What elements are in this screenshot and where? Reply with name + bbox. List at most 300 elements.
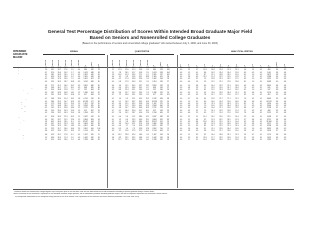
table-cell: 22.3 [64,117,68,119]
table-cell: 0.9 [77,88,81,90]
table-cell: 0.6 [187,112,191,114]
table-cell: 21.5 [235,103,239,105]
major-name: 0507 Other [13,130,22,132]
table-cell: 0.0 [179,112,183,114]
table-cell: 9,864 [152,119,157,121]
table-cell: 10.3 [70,101,74,103]
column-header-quantitative-5: 700-800 [147,60,149,66]
table-cell: 10.4 [235,121,239,123]
table-cell: 6.9 [243,94,247,96]
table-cell: 9.4 [146,81,149,83]
table-cell: 3.3 [195,94,199,96]
table-cell: 472 [90,130,94,132]
table-cell: 18.3 [211,121,215,123]
table-cell: 0.8 [283,101,287,103]
table-cell: 33.2 [57,112,61,114]
table-cell: 22.4 [227,139,231,141]
table-cell: 0.1 [259,126,263,128]
table-cell: 1.0 [251,74,255,76]
table-cell: 26.4 [227,106,231,108]
column-headers [42,55,294,66]
table-cell: 35.4 [57,72,61,74]
table-cell: 14.2 [50,108,55,110]
table-cell: 7.2 [243,106,247,108]
table-cell: 2.1 [195,92,199,94]
table-cell: 1,102 [83,103,88,105]
table-cell: 3.8 [195,85,199,87]
table-cell: 0.7 [187,99,191,101]
table-cell: 5.1 [243,137,247,139]
table-cell: 448 [90,72,94,74]
table-cell: 308 [267,68,271,69]
table-cell: 35.1 [145,121,150,123]
table-cell: 35.2 [132,92,136,94]
table-cell: 6,663 [266,99,272,101]
table-cell: 412 [267,94,271,96]
table-cell: 22.6 [125,70,129,72]
table-cell: 0.4 [44,68,48,69]
table-cell: 13.6 [211,106,215,108]
table-cell: 2.0 [77,126,81,128]
table-cell: 509 [90,112,94,114]
table-cell: 34.9 [57,74,61,76]
table-cell: 1,298 [83,139,88,141]
table-cell: 0.1 [259,137,263,139]
table-cell: 0.0 [179,79,183,81]
table-cell: 1,270 [266,92,272,94]
table-cell: 0.8 [283,68,287,69]
table-cell: 60,519 [266,101,272,103]
table-cell: 14.7 [211,126,215,128]
table-cell: 3.6 [275,137,279,139]
table-cell: 81 [97,74,100,76]
table-cell: 0.0 [179,117,183,119]
table-cell: 0.9 [77,85,81,87]
table-cell: 3,852 [152,85,157,87]
table-cell: 94 [167,92,170,94]
table-cell: 0.7 [251,135,255,137]
table-cell: 61,233 [83,101,89,103]
table-cell: 516 [90,99,94,101]
table-cell: 3.9 [275,106,279,108]
table-cell: 30.2 [138,88,143,90]
column-header-quantitative-3: 500-590 [133,60,135,66]
table-cell: 38.1 [50,74,55,76]
table-cell: 523 [159,70,163,72]
table-cell: 24.1 [227,135,231,137]
table-cell: 412 [153,110,156,112]
table-cell: 12.8 [211,99,215,101]
table-cell: 0.8 [283,72,287,74]
table-cell: 3,853 [266,128,272,130]
table-cell: 1.6 [111,135,115,137]
table-cell: 0.1 [259,108,263,110]
table-cell: 5.6 [243,70,247,72]
table-cell: 1.7 [125,126,128,128]
table-cell: 23.5 [132,119,136,121]
table-cell: 464 [90,90,94,92]
table-cell: 102 [166,74,170,76]
table-cell: 22.4 [138,139,143,141]
table-cell: 0.1 [259,124,263,126]
table-cell: 35.1 [132,90,136,92]
table-cell: 6.4 [118,88,122,90]
table-cell: 5.2 [71,77,74,78]
table-cell: 95 [167,85,170,87]
table-cell: 24.6 [64,79,68,81]
table-cell: 0.7 [111,110,115,112]
table-cell: 18.6 [64,77,68,78]
table-row [13,137,294,142]
table-cell: 0.4 [77,70,81,72]
table-row [13,82,294,84]
column-header-verbal-8: SD [98,63,100,66]
column-header-quantitative-7: Mean [161,62,163,66]
table-cell: 0.1 [259,70,263,72]
table-cell: 7.2 [71,79,74,81]
table-cell: 0.3 [111,124,115,126]
table-cell: 7.8 [203,94,207,96]
table-cell: 13.9 [235,139,239,141]
table-cell: 0.9 [251,137,255,139]
table-cell: 1,187 [152,135,157,137]
table-cell: 13.1 [70,124,74,126]
table-cell: 1.6 [187,128,191,130]
table-cell: 2,211 [83,108,88,110]
table-cell: 90 [97,103,100,105]
table-cell: 1.5 [77,119,81,121]
table-cell: 21.3 [125,74,129,76]
table-cell: 9.4 [146,94,149,96]
table-cell: 29.3 [64,124,68,126]
table-cell: 692 [159,126,163,128]
table-cell: 31.3 [132,70,136,72]
table-cell: 23.6 [219,139,223,141]
table-cell: 4.0 [275,103,279,105]
table-cell: 0.8 [283,74,287,76]
table-cell: 27.1 [138,74,143,76]
table-cell: 3.9 [275,94,279,96]
table-cell: 27.0 [227,112,231,114]
table-cell: 31.7 [138,110,143,112]
table-cell: 96 [167,90,170,92]
table-cell: 16.2 [235,90,239,92]
table-cell: 2,087 [152,117,157,119]
table-cell: 0.5 [44,79,48,81]
table-cell: 32.4 [132,135,136,137]
table-cell: 99 [167,139,170,141]
table-cell: 97 [167,81,170,83]
table-cell: 15.6 [211,130,215,132]
table-cell: 20.5 [64,74,68,76]
table-cell: 22.6 [219,88,223,90]
table-cell: 14.0 [125,124,129,126]
table-cell: 32.6 [138,79,143,81]
table-cell: 25.1 [227,85,231,87]
table-cell: 28.4 [50,101,55,103]
table-cell: 41.6 [138,112,143,114]
table-cell: 35.1 [57,135,61,137]
table-cell: 0.5 [44,128,48,130]
table-cell: 1.2 [251,77,255,78]
table-cell: 16.4 [211,135,215,137]
table-cell: 1,891 [152,74,157,76]
table-cell: 0.9 [283,130,287,132]
table-cell: 2.4 [118,112,122,114]
table-cell: 1,619 [266,137,272,139]
table-cell: 2.3 [187,70,191,72]
table-cell: 11.4 [125,130,129,132]
table-cell: 0.1 [259,92,263,94]
table-cell: 89 [167,119,170,121]
table-cell: 22.8 [219,68,223,69]
table-cell: 22.1 [219,81,223,83]
table-cell: 651 [159,121,163,123]
table-cell: 10.4 [203,139,207,141]
table-cell: 92 [97,112,100,114]
column-header-analytical-11: N [269,64,270,66]
table-cell: 93 [167,106,170,108]
column-header-verbal-7: Mean [92,62,94,66]
table-cell: 3.5 [71,70,74,72]
table-cell: 19.5 [125,88,129,90]
table-cell: 30.8 [64,92,68,94]
table-cell: 8.7 [203,74,207,76]
table-cell: 541 [159,137,163,139]
table-cell: 26.1 [64,126,68,128]
table-cell: 0.1 [259,103,263,105]
table-cell: 487 [90,110,94,112]
table-cell: 3,114 [83,81,88,83]
table-cell: 15.3 [70,103,74,105]
table-cell: 1.5 [187,72,191,74]
table-cell: 0.7 [44,90,48,92]
table-cell: 0.5 [111,103,115,105]
table-cell: 1.3 [187,85,191,87]
table-cell: 6.3 [243,72,247,74]
table-cell: 3.9 [275,99,279,101]
table-cell: 0.1 [259,119,263,121]
table-cell: 1.3 [187,126,191,128]
table-cell: 0.7 [283,108,287,110]
table-cell: 7.6 [243,99,247,101]
table-cell: 3.2 [195,79,199,81]
table-cell: 555 [159,94,163,96]
table-cell: 11.6 [70,110,74,112]
table-cell: 16.2 [70,99,74,101]
table-cell: 1,023 [152,72,157,74]
table-cell: 10.1 [145,110,150,112]
table-cell: 37.8 [57,79,61,81]
table-cell: 0.2 [77,135,81,137]
table-cell: 0.0 [179,92,183,94]
table-cell: 6.8 [203,124,207,126]
table-cell: 2.5 [195,112,199,114]
table-cell: 8.1 [243,81,247,83]
table-cell: 14.3 [235,135,239,137]
table-cell: 311 [153,68,156,69]
table-cell: 1.4 [111,139,115,141]
table-cell: 11.0 [145,103,150,105]
table-cell: 496 [90,126,94,128]
table-cell: 27.1 [227,99,231,101]
table-cell: 29.4 [132,106,136,108]
table-cell: 7.0 [203,106,207,108]
table-cell: 0.1 [111,99,115,101]
table-cell: 1,496 [266,130,272,132]
table-cell: 0.8 [283,90,287,92]
table-cell: 95 [167,101,170,103]
table-cell: 83 [97,72,100,74]
table-cell: 22.7 [219,130,223,132]
footnote-1: * Limited to those who earned their college degrees up to two years prior to the test date. Note that the data below will include examinees intending to pursue graduate study in various fields. [13,190,155,193]
table-cell: 8.6 [203,72,207,74]
table-cell: 11.7 [211,68,215,69]
table-cell: 648 [153,88,156,90]
table-cell: 82 [97,139,100,141]
table-cell: 32.9 [57,126,61,128]
table-cell: 3.8 [275,85,279,87]
table-cell: 34.3 [132,81,136,83]
table-cell: 10.1 [70,88,74,90]
table-cell: 12.0 [70,119,74,121]
table-cell: 28.7 [132,112,136,114]
table-cell: 0.1 [77,68,81,69]
table-cell: 0.8 [283,85,287,87]
table-cell: 30.5 [132,85,136,87]
table-cell: 27.1 [64,88,68,90]
table-cell: 25.1 [227,126,231,128]
table-cell: 26.1 [50,94,55,96]
table-cell: 0.0 [179,110,183,112]
table-cell: 5.8 [118,81,122,83]
table-cell: 1.0 [187,101,191,103]
table-cell: 4,651 [152,126,157,128]
table-cell: 6.3 [195,77,199,78]
table-cell: 634 [159,99,163,101]
table-cell: 97 [167,88,170,90]
table-cell: 2.0 [195,103,199,105]
table-cell: 552 [84,90,87,92]
table-cell: 477 [90,101,94,103]
table-cell: 4,598 [266,126,272,128]
table-cell: 0.0 [179,101,183,103]
table-cell: 495 [90,106,94,108]
table-cell: 0.2 [259,110,263,112]
table-cell: 3,372 [266,124,272,126]
table-cell: 558 [159,72,163,74]
table-cell: 3.8 [275,126,279,128]
table-cell: 17.7 [211,137,215,139]
table-cell: 1,642 [83,137,88,139]
table-cell: 1.1 [187,90,191,92]
group-header-quantitative: QUANTITATIVE [134,51,150,53]
table-cell: 15.1 [125,103,129,105]
table-cell: 0.7 [251,108,255,110]
table-cell: 611 [159,77,163,78]
table-cell: 3.6 [118,85,122,87]
table-cell: 0.2 [111,112,115,114]
table-cell: 33.8 [57,103,61,105]
table-cell: 0.5 [187,92,191,94]
table-cell: 16.8 [235,85,239,87]
table-cell: 4.0 [275,92,279,94]
table-cell: 7.8 [118,72,122,74]
table-cell: 5.2 [243,139,247,141]
table-cell: 0.0 [179,106,183,108]
table-cell: 0.9 [251,99,255,101]
table-cell: 4.6 [203,108,207,110]
table-cell: 93 [167,124,170,126]
table-cell: 21.8 [219,92,223,94]
group-header-verbal: VERBAL [69,51,79,53]
table-cell: 33.4 [132,74,136,76]
table-cell: 5.1 [195,117,199,119]
table-cell: 15.1 [211,128,215,130]
table-cell: 584 [159,124,163,126]
table-cell: 1.2 [77,110,81,112]
table-cell: 0.8 [44,130,48,132]
table-cell: 31.7 [57,128,61,130]
table-cell: 21.3 [227,70,231,72]
table-cell: 23.4 [219,72,223,74]
table-cell: 32.4 [57,137,61,139]
table-cell: 0.9 [77,81,81,83]
table-cell: 3,114 [152,81,157,83]
table-cell: 0.1 [259,99,263,101]
table-cell: 12.6 [145,124,150,126]
table-cell: 33.0 [132,110,136,112]
table-cell: 0.7 [44,72,48,74]
table-cell: 1.0 [251,94,255,96]
major-name: 0103 Agricultural Sci [13,72,28,74]
table-cell: 3.9 [275,88,279,90]
table-cell: 3,584 [152,106,157,108]
table-cell: 5.1 [118,101,122,103]
table-cell: 23.3 [219,90,223,92]
table-cell: 0.3 [77,74,81,76]
table-cell: 33.1 [132,94,136,96]
table-cell: 0.1 [259,74,263,76]
table-cell: 0.9 [251,117,255,119]
table-cell: 20.5 [227,77,231,78]
table-cell: 98 [167,137,170,139]
table-cell: 16.2 [211,117,215,119]
table-cell: 17.6 [64,70,68,72]
table-cell: 4.1 [275,108,279,110]
table-cell: 23.2 [219,119,223,121]
table-cell: 15.3 [235,119,239,121]
table-cell: 11.3 [211,103,215,105]
table-cell: 5.1 [195,139,199,141]
table-cell: 648 [84,88,87,90]
table-cell: 33.5 [50,68,55,69]
table-cell: 1.0 [283,121,287,123]
table-cell: 3.7 [275,130,279,132]
table-cell: 25.6 [227,94,231,96]
table-cell: 3.8 [275,119,279,121]
table-cell: 0.6 [118,117,122,119]
table-cell: 525 [90,108,94,110]
table-cell: 0.8 [44,135,48,137]
table-cell: 14.4 [235,117,239,119]
table-cell: 5.0 [71,137,74,139]
table-cell: 29.8 [125,135,129,137]
table-cell: 4.0 [275,81,279,83]
table-cell: 1,912 [266,112,272,114]
table-cell: 1.5 [187,119,191,121]
table-cell: 0.1 [111,119,115,121]
